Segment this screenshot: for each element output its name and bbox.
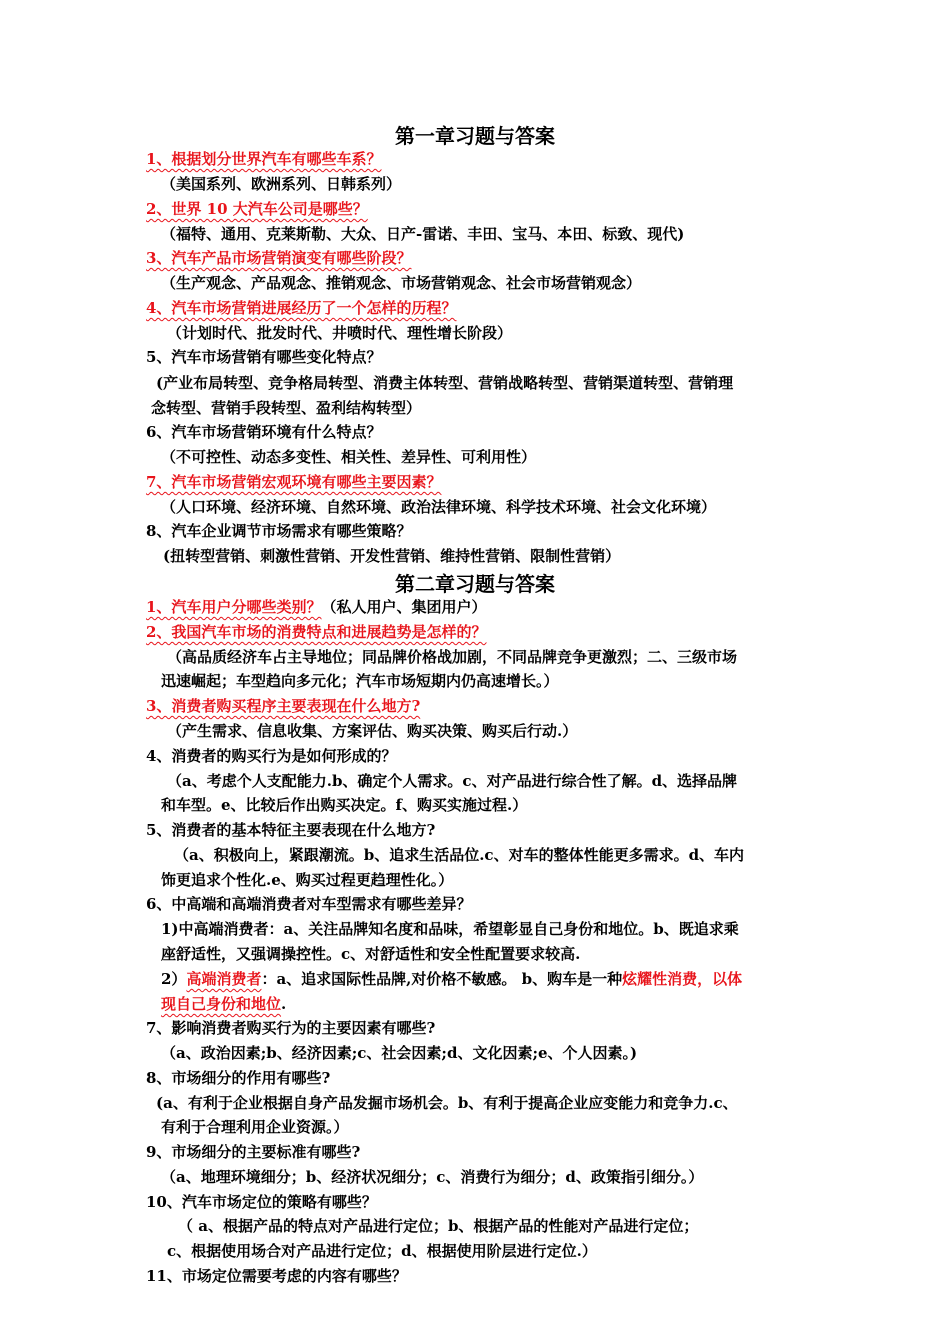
ch2-q10: 10、汽车市场定位的策略有哪些？ (146, 1193, 377, 1211)
ch2-a4-line2: 和车型。e、比较后作出购买决定。f、购买实施过程.） (161, 796, 528, 814)
ch2-a2-line2: 迅速崛起；车型趋向多元化；汽车市场短期内仍高速增长。） (161, 672, 559, 690)
ch2-a6-line2: 座舒适性，又强调操控性。c、对舒适性和安全性配置要求较高. (161, 945, 581, 963)
ch1-q3: 3、汽车产品市场营销演变有哪些阶段？ (146, 249, 412, 267)
ch2-q6: 6、中高端和高端消费者对车型需求有哪些差异？ (146, 895, 472, 913)
ch1-q8: 8、汽车企业调节市场需求有哪些策略？ (146, 522, 412, 540)
ch1-q4: 4、汽车市场营销进展经历了一个怎样的历程？ (146, 299, 457, 317)
ch1-a4: （计划时代、批发时代、井喷时代、理性增长阶段） (167, 324, 513, 342)
ch2-a4-line1: （a、考虑个人支配能力.b、确定个人需求。c、对产品进行综合性了解。d、选择品牌 (167, 772, 738, 790)
ch2-q2: 2、我国汽车市场的消费特点和进展趋势是怎样的？ (146, 623, 487, 641)
ch2-a2-line1: （高品质经济车占主导地位；同品牌价格战加剧，不同品牌竞争更激烈；二、三级市场 (167, 648, 738, 666)
ch2-q11: 11、市场定位需要考虑的内容有哪些？ (146, 1267, 407, 1285)
chapter1-title: 第一章习题与答案 (395, 124, 555, 148)
ch2-a10-line2: c、根据使用场合对产品进行定位；d、根据使用阶层进行定位.） (167, 1242, 597, 1260)
ch2-a6-highlight-cont: 现自己身份和地位 (161, 995, 282, 1013)
ch2-a1: （私人用户、集团用户） (321, 598, 487, 616)
ch1-a2: （福特、通用、克莱斯勒、大众、日产-雷诺、丰田、宝马、本田、标致、现代) (161, 225, 685, 243)
ch2-a8-line2: 有利于合理利用企业资源。） (161, 1118, 349, 1136)
ch2-a6-prefix: 2） (161, 970, 187, 988)
ch2-a7: （a、政治因素;b、经济因素;c、社会因素;d、文化因素;e、个人因素。) (161, 1044, 638, 1062)
ch1-a5-line2: 念转型、营销手段转型、盈利结构转型） (151, 399, 422, 417)
ch2-a6-line3 (161, 968, 742, 989)
ch2-a6-high-end-text: ：a、追求国际性品牌,对价格不敏感。 b、购车是一种 (261, 970, 623, 988)
ch1-a5-line1: (产业布局转型、竞争格局转型、消费主体转型、营销战略转型、营销渠道转型、营销理 (156, 374, 734, 392)
ch1-a6: （不可控性、动态多变性、相关性、差异性、可利用性） (161, 448, 537, 466)
ch2-a6-line4 (161, 993, 286, 1014)
ch2-a5-line1: （a、积极向上，紧跟潮流。b、追求生活品位.c、对车的整体性能更多需求。d、车内 (174, 846, 745, 864)
ch2-q5: 5、消费者的基本特征主要表现在什么地方? (146, 821, 436, 839)
ch1-q6: 6、汽车市场营销环境有什么特点？ (146, 423, 382, 441)
ch2-q8: 8、市场细分的作用有哪些? (146, 1069, 331, 1087)
ch1-q2: 2、世界 10 大汽车公司是哪些？ (146, 200, 368, 218)
chapter2-title: 第二章习题与答案 (395, 572, 555, 596)
ch2-q1: 1、汽车用户分哪些类别？ (146, 598, 322, 616)
ch2-a6-line1: 1)中高端消费者：a、关注品牌知名度和品味，希望彰显自己身份和地位。b、既追求乘 (161, 920, 739, 938)
ch1-a8: (扭转型营销、刺激性营销、开发性营销、维持性营销、限制性营销） (163, 547, 621, 565)
ch1-a3: （生产观念、产品观念、推销观念、市场营销观念、社会市场营销观念） (161, 274, 642, 292)
ch2-a6-high-end-label: 高端消费者 (186, 970, 262, 988)
ch2-q3: 3、消费者购买程序主要表现在什么地方? (146, 697, 421, 715)
ch2-a10-line1: （ a、根据产品的特点对产品进行定位；b、根据产品的性能对产品进行定位； (178, 1217, 699, 1235)
ch2-a8-line1: (a、有利于企业根据自身产品发掘市场机会。b、有利于提高企业应变能力和竞争力.c、 (156, 1094, 738, 1112)
ch2-a6-end: . (281, 995, 287, 1013)
ch2-a6-highlight: 炫耀性消费，以体 (622, 970, 743, 988)
ch2-q4: 4、消费者的购买行为是如何形成的？ (146, 747, 397, 765)
ch1-a7: （人口环境、经济环境、自然环境、政治法律环境、科学技术环境、社会文化环境） (161, 498, 717, 516)
ch1-q1: 1、根据划分世界汽车有哪些车系？ (146, 150, 382, 168)
ch2-q9: 9、市场细分的主要标准有哪些? (146, 1143, 361, 1161)
ch1-a1: （美国系列、欧洲系列、日韩系列） (161, 175, 402, 193)
ch1-q7: 7、汽车市场营销宏观环境有哪些主要因素？ (146, 473, 442, 491)
ch2-q7: 7、影响消费者购买行为的主要因素有哪些? (146, 1019, 436, 1037)
ch2-q1-row (146, 596, 486, 617)
ch2-a3: （产生需求、信息收集、方案评估、购买决策、购买后行动.） (167, 722, 578, 740)
ch1-q5: 5、汽车市场营销有哪些变化特点？ (146, 348, 382, 366)
ch2-a5-line2: 饰更追求个性化.e、购买过程更趋理性化。） (161, 871, 454, 889)
ch2-a9: （a、地理环境细分；b、经济状况细分；c、消费行为细分；d、政策指引细分。） (161, 1168, 704, 1186)
